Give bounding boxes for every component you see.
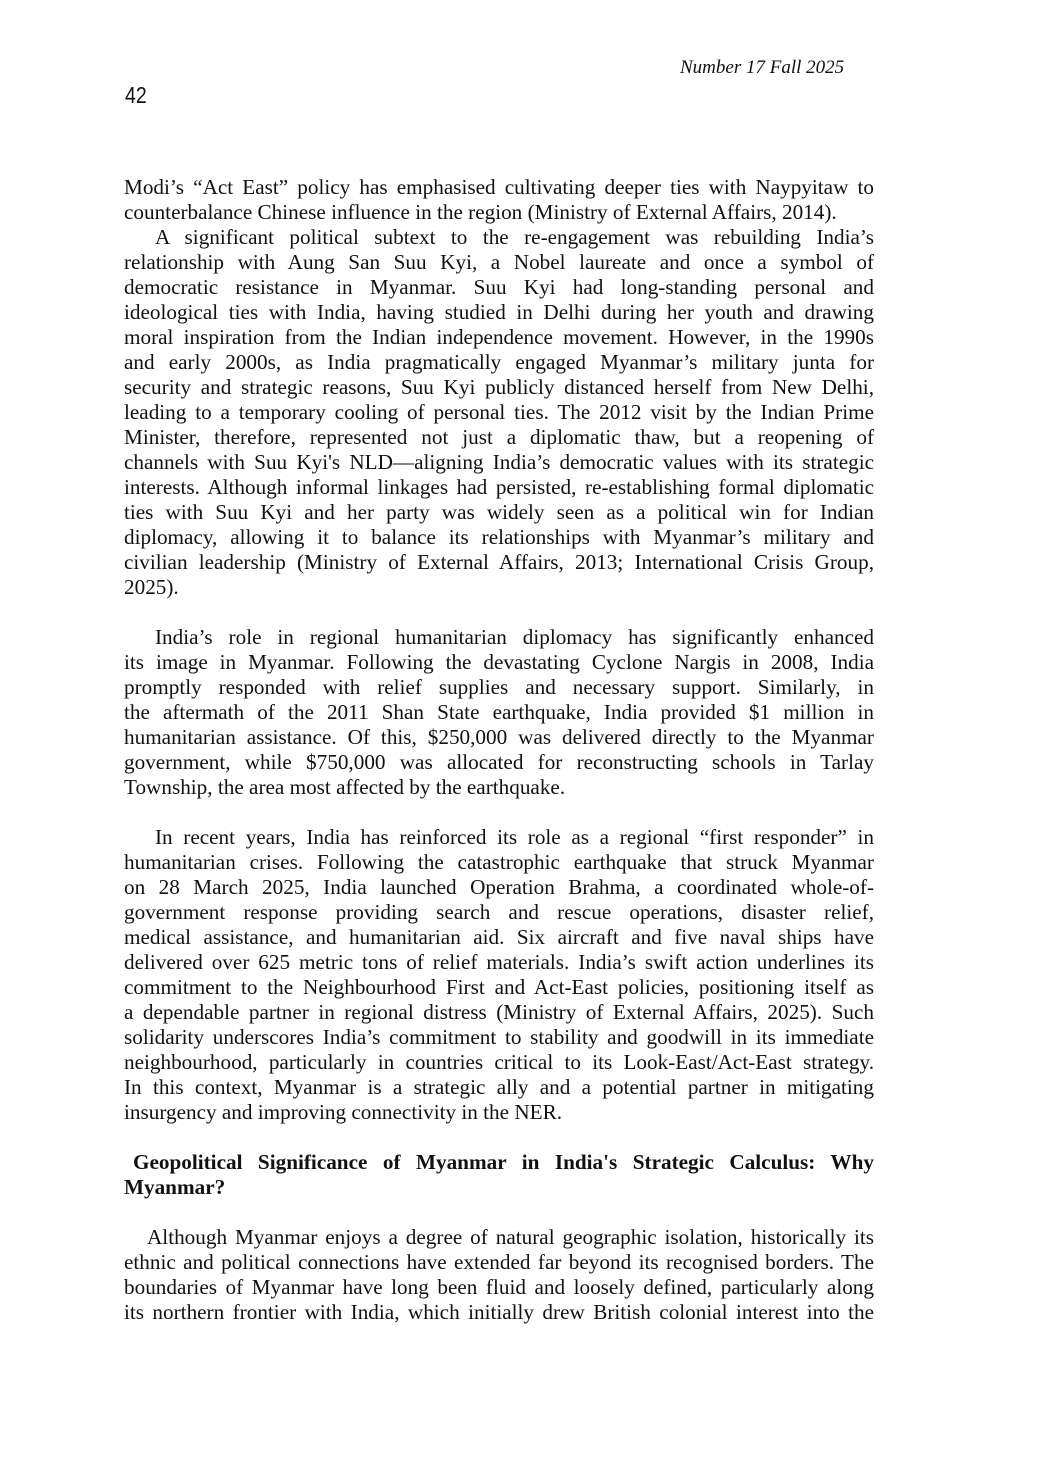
running-head: Number 17 Fall 2025 <box>680 57 845 78</box>
heading-line: Geopolitical Significance of Myanmar in India's Strategic Calculus: Why <box>133 1150 874 1174</box>
text-line: the aftermath of the 2011 Shan State earthquake, India provided $1 million in <box>124 700 874 724</box>
text-line: 2025). <box>124 575 179 599</box>
text-line: Township, the area most affected by the earthquake. <box>124 775 566 799</box>
text-line: government response providing search and rescue operations, disaster relief, <box>124 900 874 924</box>
text-line: delivered over 625 metric tons of relief materials. India’s swift action underlines its <box>124 950 874 974</box>
heading-line: Myanmar? <box>124 1175 226 1199</box>
paragraph-first-responder <box>124 825 874 1125</box>
text-line: on 28 March 2025, India launched Operation Brahma, a coordinated whole-of- <box>124 875 874 899</box>
text-line: commitment to the Neighbourhood First and Act-East policies, positioning itself as <box>124 975 874 999</box>
text-line: Minister, therefore, represented not just a diplomatic thaw, but a reopening of <box>124 425 874 449</box>
text-line: security and strategic reasons, Suu Kyi publicly distanced herself from New Delhi, <box>124 375 874 399</box>
paragraph-humanitarian <box>124 625 874 800</box>
text-line: humanitarian crises. Following the catastrophic earthquake that struck Myanmar <box>124 850 874 874</box>
text-line: A significant political subtext to the re-engagement was rebuilding India’s <box>155 225 874 249</box>
paragraph-why-myanmar <box>124 1225 874 1325</box>
paragraph-continuation <box>124 175 874 225</box>
text-line: boundaries of Myanmar have long been fluid and loosely defined, particularly along <box>124 1275 874 1299</box>
section-heading <box>124 1150 874 1200</box>
text-line: Modi’s “Act East” policy has emphasised cultivating deeper ties with Naypyitaw to <box>124 175 874 199</box>
text-line: ideological ties with India, having studied in Delhi during her youth and drawing <box>124 300 874 324</box>
text-line: neighbourhood, particularly in countries critical to its Look-East/Act-East strategy. <box>124 1050 874 1074</box>
text-line: ties with Suu Kyi and her party was widely seen as a political win for Indian <box>124 500 874 524</box>
text-line: India’s role in regional humanitarian diplomacy has significantly enhanced <box>155 625 874 649</box>
text-line: insurgency and improving connectivity in the NER. <box>124 1100 562 1124</box>
text-line: democratic resistance in Myanmar. Suu Kyi had long-standing personal and <box>124 275 874 299</box>
text-line: counterbalance Chinese influence in the region (Ministry of External Affairs, 2014). <box>124 200 837 224</box>
page-number: 42 <box>125 82 147 108</box>
text-line: its northern frontier with India, which initially drew British colonial interest into the <box>124 1300 874 1324</box>
text-line: moral inspiration from the Indian independence movement. However, in the 1990s <box>124 325 874 349</box>
text-line: solidarity underscores India’s commitment to stability and goodwill in its immediate <box>124 1025 874 1049</box>
text-line: a dependable partner in regional distress (Ministry of External Affairs, 2025). Such <box>124 1000 874 1024</box>
text-line: humanitarian assistance. Of this, $250,000 was delivered directly to the Myanmar <box>124 725 874 749</box>
paragraph-suu-kyi <box>124 225 874 600</box>
text-line: government, while $750,000 was allocated for reconstructing schools in Tarlay <box>124 750 874 774</box>
text-line: channels with Suu Kyi's NLD—aligning India’s democratic values with its strategic <box>124 450 874 474</box>
text-line: its image in Myanmar. Following the devastating Cyclone Nargis in 2008, India <box>124 650 874 674</box>
text-line: interests. Although informal linkages had persisted, re-establishing formal diplomatic <box>124 475 874 499</box>
text-line: In recent years, India has reinforced its role as a regional “first responder” in <box>155 825 874 849</box>
text-line: civilian leadership (Ministry of External Affairs, 2013; International Crisis Group, <box>124 550 874 574</box>
text-line: relationship with Aung San Suu Kyi, a Nobel laureate and once a symbol of <box>124 250 874 274</box>
text-line: In this context, Myanmar is a strategic ally and a potential partner in mitigating <box>124 1075 874 1099</box>
text-line: Although Myanmar enjoys a degree of natural geographic isolation, historically its <box>147 1225 874 1249</box>
text-line: leading to a temporary cooling of personal ties. The 2012 visit by the Indian Prime <box>124 400 874 424</box>
text-line: ethnic and political connections have extended far beyond its recognised borders. The <box>124 1250 874 1274</box>
text-line: medical assistance, and humanitarian aid. Six aircraft and five naval ships have <box>124 925 874 949</box>
text-line: diplomacy, allowing it to balance its relationships with Myanmar’s military and <box>124 525 874 549</box>
text-line: promptly responded with relief supplies and necessary support. Similarly, in <box>124 675 874 699</box>
text-line: and early 2000s, as India pragmatically engaged Myanmar’s military junta for <box>124 350 874 374</box>
